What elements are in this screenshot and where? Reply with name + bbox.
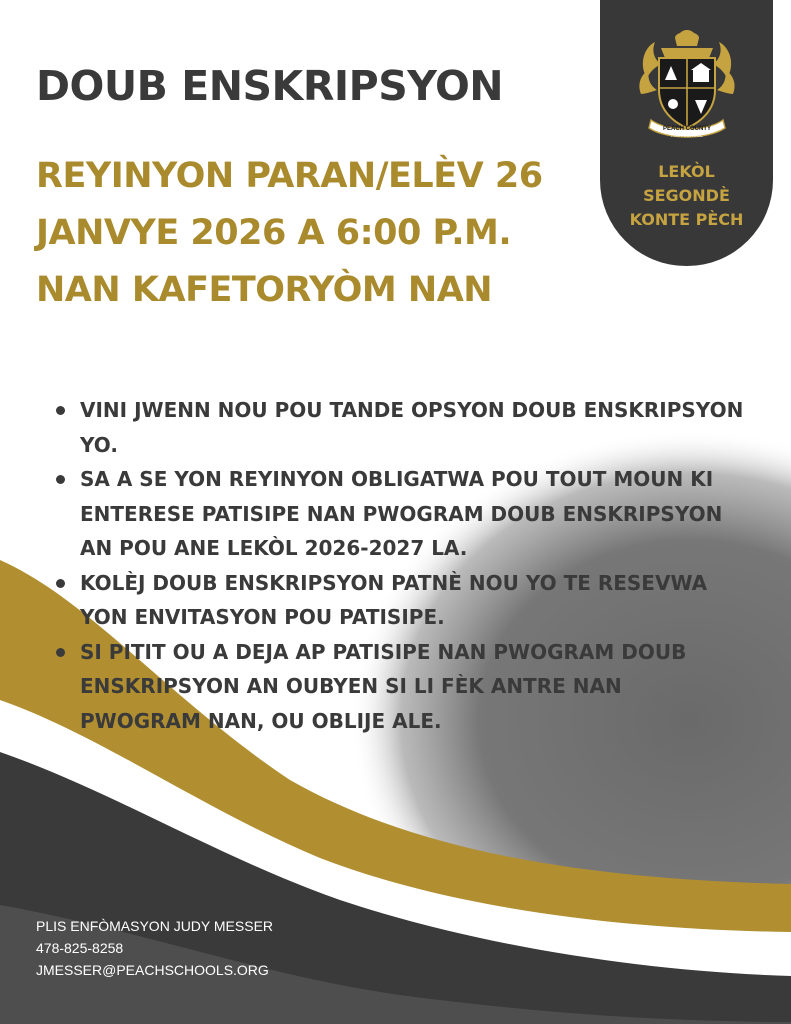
bullet-item: SI PITIT OU A DEJA AP PATISIPE NAN PWOGRAM DOUB ENSKRIPSYON AN OUBYEN SI LI FÈK ANTRE NAN PWOGRAM NAN, OU OBLIJE ALE.	[56, 635, 746, 739]
contact-info	[36, 915, 273, 981]
school-name-line: KONTE PÈCH	[629, 210, 744, 229]
school-name	[600, 160, 773, 232]
bullet-item: KOLÈJ DOUB ENSKRIPSYON PATNÈ NOU YO TE RESEVWA YON ENVITASYON POU PATISIPE.	[56, 566, 746, 635]
meeting-line-time: JANVYE 2026 A 6:00 P.M.	[36, 213, 512, 253]
bullet-item: VINI JWENN NOU POU TANDE OPSYON DOUB ENSKRIPSYON YO.	[56, 393, 746, 462]
contact-email: JMESSER@PEACHSCHOOLS.ORG	[36, 962, 269, 978]
meeting-details	[36, 148, 543, 319]
crest-text-school: HIGH SCHOOL	[671, 133, 703, 138]
peach-county-high-school-crest-icon	[637, 28, 737, 140]
school-name-line: LEKÒL	[658, 162, 715, 181]
contact-phone: 478-825-8258	[36, 940, 124, 956]
school-badge-tab	[600, 0, 773, 266]
meeting-line-date: REYINYON PARAN/ELÈV 26	[36, 156, 543, 196]
school-name-line: SEGONDÈ	[643, 186, 730, 205]
meeting-line-location: NAN KAFETORYÒM NAN	[36, 270, 493, 310]
crest-text-county: PEACH COUNTY	[662, 126, 712, 132]
info-bullet-list	[56, 393, 746, 738]
bullet-item: SA A SE YON REYINYON OBLIGATWA POU TOUT MOUN KI ENTERESE PATISIPE NAN PWOGRAM DOUB ENSKRIPSYON AN POU ANE LEKÒL 2026-2027 LA.	[56, 462, 746, 566]
page-title: DOUB ENSKRIPSYON	[36, 62, 504, 110]
contact-name: PLIS ENFÒMASYON JUDY MESSER	[36, 918, 274, 934]
